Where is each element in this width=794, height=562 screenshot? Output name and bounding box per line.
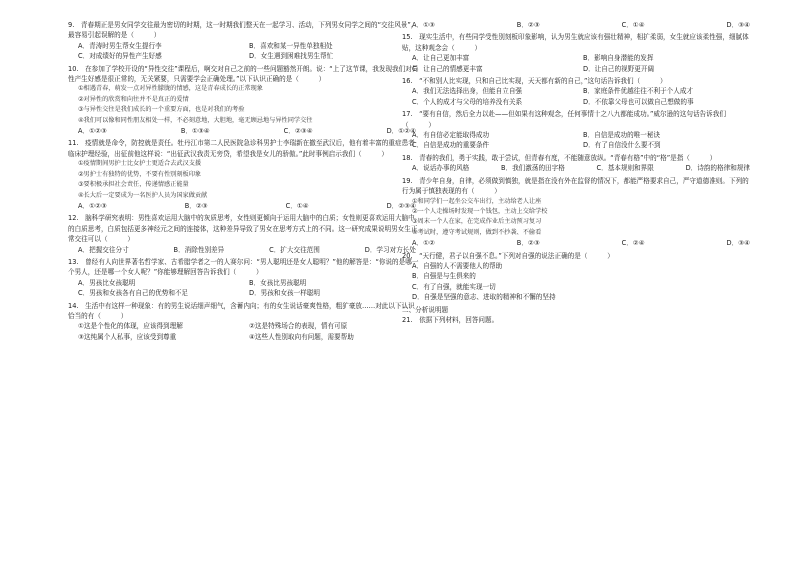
question: [68, 301, 420, 343]
statement-list: [68, 159, 420, 201]
answer-option: D．学习对方长处: [364, 245, 416, 254]
question: [402, 32, 754, 74]
question-stem: 19. 青少年自身，自律，必须做到慎独，就是指在没有外在监督的情况下，都能严格要求自己，严守道德准则。下列的行为属于慎独表现的有（ ）: [402, 176, 749, 196]
answer-option: C．①④: [621, 21, 645, 29]
question: [68, 138, 420, 211]
answer-option: B．①③④: [180, 127, 210, 136]
question: [402, 109, 754, 151]
option-list: [402, 238, 754, 248]
option-list: [402, 53, 754, 74]
answer-option: B．②③: [184, 201, 208, 210]
question-stem: 17. “要有自信，然后全力以赴——但如果有这种观念，任何事情十之八九都能成功。”威尔逊的这句话告诉我们（ ）: [402, 110, 726, 129]
answer-option: A．把握交往分寸: [78, 245, 129, 254]
answer-option: ①这是个性化的体现，应该得到理解: [78, 322, 183, 331]
question: [68, 64, 420, 137]
option-list: [402, 261, 754, 303]
answer-option: C．男孩和女孩各有自己的优势和不足: [78, 289, 189, 298]
statement-item: ①和同学们一起坐公交车出行，主动给老人让座: [412, 197, 542, 205]
option-list: [68, 201, 420, 211]
option-list: [68, 245, 420, 255]
option-list: [68, 126, 420, 136]
statement-item: ④考试时，遵守考试规则，做到不抄袭、不偷看: [412, 228, 542, 236]
statement-item: ④我们可以像和同性朋友相处一样，不必刻意地，大胆地，毫无顾忌地与异性同学交往: [78, 116, 313, 124]
statement-item: ③要积极承担社会责任，传递情感正能量: [78, 181, 189, 189]
option-list: [402, 130, 754, 151]
answer-option: C．让自己的情感更丰富: [412, 64, 483, 73]
question: [402, 251, 754, 303]
answer-option: D．让自己的视野更开阔: [583, 64, 655, 73]
answer-option: D．③④: [726, 239, 750, 248]
option-list: [402, 163, 754, 173]
question-stem: 9. 青春期正是男女同学交往最为密切的时期，这一时期我们整天在一起学习、活动，下列男女同学之间的“交往风景”，最容易引起误解的是（ ）: [68, 21, 418, 40]
answer-option: D．男孩和女孩一样聪明: [249, 289, 321, 298]
answer-option: C．②③④: [283, 127, 313, 136]
answer-option: A．①②③: [78, 127, 107, 136]
statement-item: ②男护士有独特的优势，不要有性别刻板印象: [78, 170, 202, 178]
statement-item: ③与异性交往是我们成长的一个重要方面，也是对我们的考验: [78, 106, 245, 114]
answer-option: ④这些人性别取向有问题，需要帮助: [249, 332, 354, 341]
answer-option: D．①②④: [386, 127, 416, 136]
left-column: [68, 20, 420, 344]
answer-option: B．喜欢和某一异性单独相处: [249, 41, 333, 50]
answer-option: A．①③: [412, 21, 435, 29]
answer-option: D．诗韵的格律和规律: [685, 164, 750, 173]
answer-option: B．家庭条件优越往往不利于个人成才: [583, 87, 694, 96]
statement-item: ②对异性的欣赏和向往并不是真正的爱情: [78, 95, 189, 103]
statement-list: [402, 197, 754, 239]
statement-item: ①相遇青春，萌发一点对异性朦胧的情感，这是青春成长的正常现象: [78, 85, 263, 93]
answer-option: C．自信是成功的重要条件: [412, 141, 490, 150]
right-column: [402, 20, 754, 325]
section-title: 二、分析说明题: [402, 305, 449, 314]
answer-option: B．我们激荡的田字格: [500, 164, 565, 173]
answer-option: A．让自己更加丰富: [412, 54, 470, 63]
answer-option: B．②③: [516, 21, 540, 29]
option-list: [402, 86, 754, 107]
answer-option: D．女生遇到困难找男生帮忙: [249, 52, 334, 61]
answer-option: A．我们无法选择出身，但能自立自强: [412, 87, 523, 96]
option-list: [68, 321, 420, 342]
question-stem: 18. 青春的我们，勇于实践，敢于尝试，但青春有度，不能随意放纵。“青春有格”中的“格”是指（ ）: [402, 153, 717, 162]
statement-item: ②一个人走操场时发现一个钱包，主动上交给学校: [412, 207, 548, 215]
statement-list: [68, 84, 420, 126]
question-stem: 11. 疫情就是命令，防控就是责任。牡丹江市第二人民医院急诊科男护士李瑞新在撤至武汉后，他有着丰富的重症患者临床护理经验，出征前他这样说：“出征武汉我责无旁贷，希望我是女儿的骄傲。”此时事例启示我们（ ）: [68, 139, 415, 158]
question-stem: 10. 在参加了学校开设的“异性交往”课程后，啊交对自己之前的一些问题豁然开朗。说：“上了这节课，我发现我们对异性产生好感是很正常的，无关紧要，只需要学会正确处理。”以下认识正确的是（ ）: [68, 64, 419, 84]
answer-option: C．有了自强，就能实现一切: [412, 282, 496, 291]
question-stem: 15. 现实生活中，有些同学受性别刻板印象影响，认为男生就应该有强壮精神，相扩柔弱，女生就应该柔性强，细腻体贴，这种观念会（ ）: [402, 33, 749, 52]
question-stem: 13. 曾经有人向世界著名哲学家、古希腊学者之一的人赛尔问：“男人聪明还是女人聪明？”他的解答是：“你说的是哪一个男人，还是哪一个女人呢？”你能够理解回答告诉我们（ ）: [68, 257, 419, 277]
question-stem: 14. 生活中有这样一种现象：有的男生说话细声细气，含蓄内向；有的女生说话豪爽性格，粗犷豪放……对此以下认识恰当的有（ ）: [68, 301, 415, 320]
statement-item: ④长大后一定要成为一名医护人员为国家做贡献: [78, 191, 208, 199]
answer-option: A．①②③: [78, 201, 107, 210]
question: [68, 257, 420, 299]
question: [402, 76, 754, 107]
answer-option: B．女孩比男孩聪明: [249, 278, 307, 287]
answer-option: C．对成绩好的异性产生好感: [78, 52, 162, 61]
question-stem: 16. “不和别人比实现，只和自己比实现，天天都有新的自己，”这句话告诉我们（ ）: [402, 77, 667, 86]
answer-option: A．有自信必定能取得成功: [412, 131, 490, 140]
answer-option: B．影响自身潜能的发挥: [583, 54, 654, 63]
question: [68, 213, 420, 255]
answer-option: C．扩大交往范围: [269, 245, 320, 254]
answer-option: D．有了自信没什么要不到: [583, 141, 661, 150]
answer-option: A．说话办事的风格: [412, 164, 470, 173]
option-list: [68, 278, 420, 299]
option-list: [402, 20, 754, 30]
answer-option: B．消除性别差异: [173, 245, 225, 254]
answer-option: C．个人的成才与父母的培养没有关系: [412, 97, 523, 106]
answer-option: B．自信是成功的唯一秘诀: [583, 131, 661, 140]
question-stem: 12. 脑科学研究表明：男性喜欢运用大脑中的灰质思考，女性则更倾向于运用大脑中的白质；女性则更喜欢运用大脑中的白质思考，白质包括更多神经元之间的连接体，这种差异导致了男女在思考方式上的不同。这一研究成果说明男女生正常交往可以（ ）: [68, 214, 418, 244]
answer-option: B．自强是与生俱来的: [412, 272, 476, 281]
answer-option: D．不依靠父母也可以做自己想做的事: [583, 97, 694, 106]
answer-option: ③这纯属个人私事，应该受到尊重: [78, 332, 177, 341]
question: [402, 176, 754, 249]
statement-item: ①疫情期间男护士比女护士更适合去武汉支援: [78, 160, 202, 168]
answer-option: A．青涛时男生帮女生提行李: [78, 41, 162, 50]
answer-option: C．基本规则和界限: [596, 164, 654, 173]
question-stem: 20. “天行健，君子以自强不息。”下列对自强的说法正确的是（ ）: [402, 251, 614, 260]
question-21: 21. 依据下列材料，回答问题。: [402, 315, 499, 324]
right-questions: [402, 20, 754, 303]
statement-item: ③周末一个人在家，在完成作业后主动预习复习: [412, 218, 542, 226]
answer-option: A．男孩比女孩聪明: [78, 278, 136, 287]
option-list: [68, 41, 420, 62]
question: [402, 20, 754, 30]
question: [68, 20, 420, 62]
question: [402, 153, 754, 174]
answer-option: C．①④: [285, 201, 309, 210]
answer-option: D．②③④: [386, 201, 416, 210]
answer-option: A．自强的人不需要他人的帮助: [412, 261, 503, 270]
answer-option: D．自强是坚强的意志、进取的精神和不懈的坚持: [412, 293, 556, 302]
answer-option: D．③④: [726, 21, 750, 29]
answer-option: ②这是特殊场合的表现，情有可原: [249, 322, 348, 331]
answer-option: C．②④: [621, 239, 645, 248]
answer-option: B．②③: [516, 239, 540, 248]
answer-option: A．①②: [412, 239, 435, 248]
